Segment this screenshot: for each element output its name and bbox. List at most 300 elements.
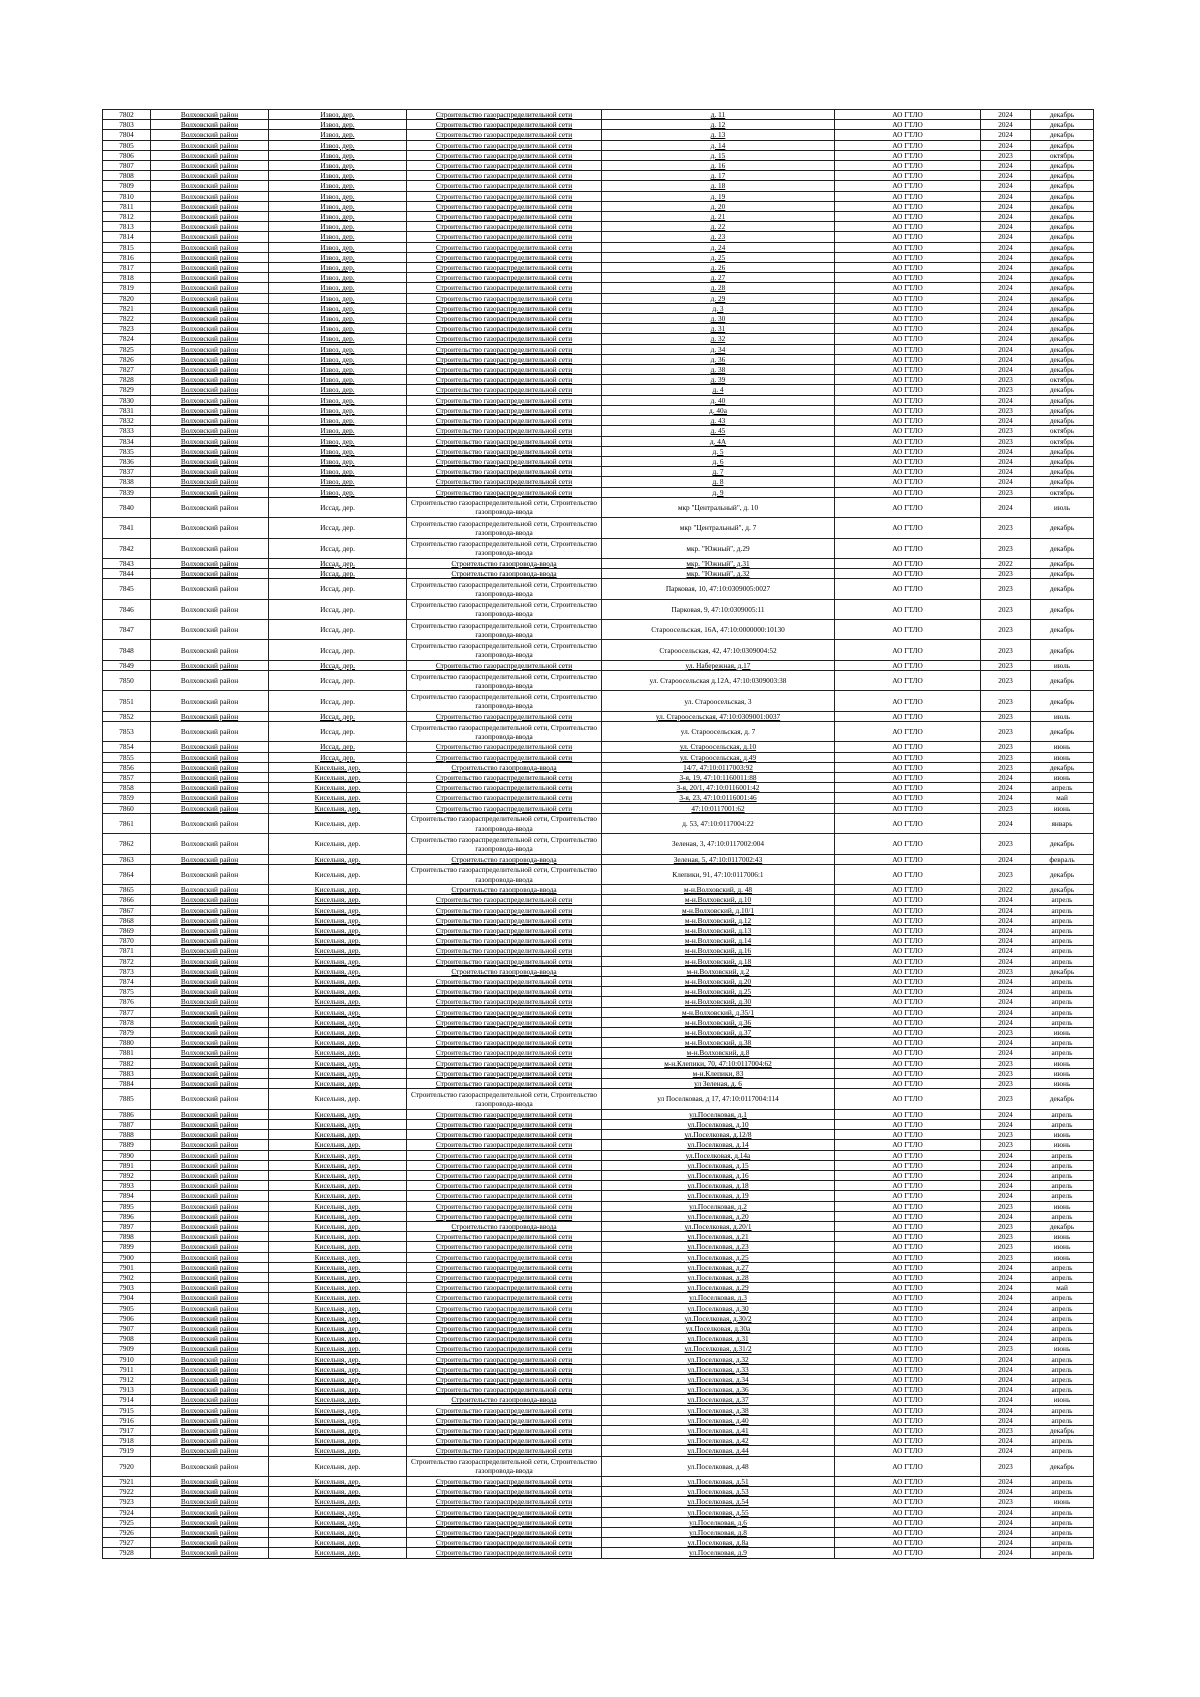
month-cell: декабрь xyxy=(1031,130,1094,140)
district-cell: Волховский район xyxy=(151,467,269,477)
year-cell: 2024 xyxy=(981,987,1031,997)
settlement-cell: Извоз, дер. xyxy=(269,120,407,130)
month-cell: апрель xyxy=(1031,1415,1094,1425)
work-type-cell: Строительство газораспределительной сети, Строительство газопровода-ввода xyxy=(407,1089,602,1109)
table-row xyxy=(103,742,1094,752)
district-cell: Волховский район xyxy=(151,150,269,160)
address-cell: ул.Поселковая, д.53 xyxy=(602,1487,835,1497)
table-row xyxy=(103,762,1094,772)
address-cell: ул.Поселковая, д.1 xyxy=(602,1109,835,1119)
month-cell: декабрь xyxy=(1031,722,1094,742)
month-cell: декабрь xyxy=(1031,273,1094,283)
settlement-cell: Кисельня, дер. xyxy=(269,1313,407,1323)
year-cell: 2024 xyxy=(981,467,1031,477)
contractor-cell: АО ГТЛО xyxy=(835,212,981,222)
settlement-cell: Кисельня, дер. xyxy=(269,803,407,813)
table-row xyxy=(103,1232,1094,1242)
month-cell: июнь xyxy=(1031,1028,1094,1038)
address-cell: ул. Староосельская, д.10 xyxy=(602,742,835,752)
work-type-cell: Строительство газораспределительной сети xyxy=(407,467,602,477)
month-cell: декабрь xyxy=(1031,201,1094,211)
address-cell: д. 30 xyxy=(602,314,835,324)
year-cell: 2024 xyxy=(981,130,1031,140)
month-cell: декабрь xyxy=(1031,242,1094,252)
row-number-cell: 7859 xyxy=(103,793,151,803)
row-number-cell: 7899 xyxy=(103,1242,151,1252)
contractor-cell: АО ГТЛО xyxy=(835,660,981,670)
address-cell: ул. Староосельская, 3 xyxy=(602,691,835,711)
settlement-cell: Кисельня, дер. xyxy=(269,1221,407,1231)
contractor-cell: АО ГТЛО xyxy=(835,1017,981,1027)
settlement-cell: Извоз, дер. xyxy=(269,416,407,426)
work-type-cell: Строительство газораспределительной сети xyxy=(407,773,602,783)
settlement-cell: Кисельня, дер. xyxy=(269,1140,407,1150)
table-row xyxy=(103,1415,1094,1425)
district-cell: Волховский район xyxy=(151,1487,269,1497)
work-type-cell: Строительство газораспределительной сети xyxy=(407,283,602,293)
table-row xyxy=(103,436,1094,446)
work-type-cell: Строительство газораспределительной сети xyxy=(407,660,602,670)
table-row xyxy=(103,334,1094,344)
settlement-cell: Кисельня, дер. xyxy=(269,1089,407,1109)
contractor-cell: АО ГТЛО xyxy=(835,273,981,283)
row-number-cell: 7890 xyxy=(103,1150,151,1160)
row-number-cell: 7912 xyxy=(103,1374,151,1384)
row-number-cell: 7832 xyxy=(103,416,151,426)
work-type-cell: Строительство газораспределительной сети xyxy=(407,1211,602,1221)
month-cell: июнь xyxy=(1031,1252,1094,1262)
row-number-cell: 7889 xyxy=(103,1140,151,1150)
settlement-cell: Кисельня, дер. xyxy=(269,1507,407,1517)
month-cell: апрель xyxy=(1031,1313,1094,1323)
table-row xyxy=(103,385,1094,395)
settlement-cell: Иссад, дер. xyxy=(269,711,407,721)
table-row xyxy=(103,1028,1094,1038)
table-row xyxy=(103,711,1094,721)
contractor-cell: АО ГТЛО xyxy=(835,1038,981,1048)
district-cell: Волховский район xyxy=(151,1548,269,1558)
table-row xyxy=(103,1446,1094,1456)
table-row xyxy=(103,579,1094,599)
contractor-cell: АО ГТЛО xyxy=(835,344,981,354)
year-cell: 2024 xyxy=(981,1374,1031,1384)
settlement-cell: Извоз, дер. xyxy=(269,395,407,405)
row-number-cell: 7848 xyxy=(103,640,151,660)
year-cell: 2024 xyxy=(981,1364,1031,1374)
month-cell: апрель xyxy=(1031,1405,1094,1415)
year-cell: 2023 xyxy=(981,742,1031,752)
row-number-cell: 7917 xyxy=(103,1425,151,1435)
table-row xyxy=(103,232,1094,242)
work-type-cell: Строительство газораспределительной сети xyxy=(407,1344,602,1354)
address-cell: ул. Староосельская, д.49 xyxy=(602,752,835,762)
month-cell: декабрь xyxy=(1031,385,1094,395)
contractor-cell: АО ГТЛО xyxy=(835,446,981,456)
address-cell: ул.Поселковая, д.34 xyxy=(602,1374,835,1384)
year-cell: 2024 xyxy=(981,456,1031,466)
district-cell: Волховский район xyxy=(151,436,269,446)
settlement-cell: Кисельня, дер. xyxy=(269,1262,407,1272)
address-cell: д. 20 xyxy=(602,201,835,211)
contractor-cell: АО ГТЛО xyxy=(835,742,981,752)
district-cell: Волховский район xyxy=(151,1048,269,1058)
work-type-cell: Строительство газораспределительной сети xyxy=(407,263,602,273)
work-type-cell: Строительство газораспределительной сети xyxy=(407,171,602,181)
row-number-cell: 7901 xyxy=(103,1262,151,1272)
contractor-cell: АО ГТЛО xyxy=(835,467,981,477)
address-cell: д. 25 xyxy=(602,252,835,262)
row-number-cell: 7906 xyxy=(103,1313,151,1323)
contractor-cell: АО ГТЛО xyxy=(835,334,981,344)
year-cell: 2023 xyxy=(981,1130,1031,1140)
work-type-cell: Строительство газораспределительной сети xyxy=(407,752,602,762)
settlement-cell: Извоз, дер. xyxy=(269,344,407,354)
year-cell: 2023 xyxy=(981,966,1031,976)
settlement-cell: Иссад, дер. xyxy=(269,752,407,762)
district-cell: Волховский район xyxy=(151,1456,269,1476)
contractor-cell: АО ГТЛО xyxy=(835,477,981,487)
contractor-cell: АО ГТЛО xyxy=(835,620,981,640)
work-type-cell: Строительство газопровода-ввода xyxy=(407,762,602,772)
district-cell: Волховский район xyxy=(151,1415,269,1425)
month-cell: октябрь xyxy=(1031,436,1094,446)
month-cell: декабрь xyxy=(1031,232,1094,242)
district-cell: Волховский район xyxy=(151,1385,269,1395)
month-cell: декабрь xyxy=(1031,762,1094,772)
row-number-cell: 7915 xyxy=(103,1405,151,1415)
contractor-cell: АО ГТЛО xyxy=(835,120,981,130)
address-cell: м-н.Волховский, д.25 xyxy=(602,987,835,997)
table-row xyxy=(103,497,1094,517)
contractor-cell: АО ГТЛО xyxy=(835,936,981,946)
month-cell: декабрь xyxy=(1031,1425,1094,1435)
district-cell: Волховский район xyxy=(151,773,269,783)
month-cell: декабрь xyxy=(1031,1089,1094,1109)
month-cell: апрель xyxy=(1031,783,1094,793)
row-number-cell: 7852 xyxy=(103,711,151,721)
row-number-cell: 7928 xyxy=(103,1548,151,1558)
year-cell: 2023 xyxy=(981,803,1031,813)
row-number-cell: 7837 xyxy=(103,467,151,477)
work-type-cell: Строительство газораспределительной сети xyxy=(407,150,602,160)
district-cell: Волховский район xyxy=(151,1028,269,1038)
table-row xyxy=(103,1201,1094,1211)
table-row xyxy=(103,252,1094,262)
district-cell: Волховский район xyxy=(151,1170,269,1180)
address-cell: м-н.Волховский, д.30 xyxy=(602,997,835,1007)
month-cell: декабрь xyxy=(1031,599,1094,619)
settlement-cell: Кисельня, дер. xyxy=(269,1415,407,1425)
address-cell: ул.Поселковая, д.2 xyxy=(602,1201,835,1211)
year-cell: 2024 xyxy=(981,946,1031,956)
district-cell: Волховский район xyxy=(151,722,269,742)
row-number-cell: 7910 xyxy=(103,1354,151,1364)
settlement-cell: Кисельня, дер. xyxy=(269,1181,407,1191)
row-number-cell: 7866 xyxy=(103,895,151,905)
row-number-cell: 7817 xyxy=(103,263,151,273)
work-type-cell: Строительство газораспределительной сети xyxy=(407,1507,602,1517)
row-number-cell: 7805 xyxy=(103,140,151,150)
settlement-cell: Извоз, дер. xyxy=(269,334,407,344)
table-row xyxy=(103,1109,1094,1119)
month-cell: декабрь xyxy=(1031,834,1094,854)
row-number-cell: 7811 xyxy=(103,201,151,211)
address-cell: ул.Поселковая, д.20/1 xyxy=(602,1221,835,1231)
month-cell: июнь xyxy=(1031,1079,1094,1089)
table-row xyxy=(103,1262,1094,1272)
work-type-cell: Строительство газораспределительной сети xyxy=(407,977,602,987)
month-cell: апрель xyxy=(1031,1517,1094,1527)
district-cell: Волховский район xyxy=(151,977,269,987)
table-row xyxy=(103,140,1094,150)
year-cell: 2023 xyxy=(981,1232,1031,1242)
row-number-cell: 7898 xyxy=(103,1232,151,1242)
address-cell: д. 22 xyxy=(602,222,835,232)
district-cell: Волховский район xyxy=(151,834,269,854)
work-type-cell: Строительство газораспределительной сети xyxy=(407,1150,602,1160)
contractor-cell: АО ГТЛО xyxy=(835,1323,981,1333)
month-cell: апрель xyxy=(1031,1487,1094,1497)
year-cell: 2023 xyxy=(981,752,1031,762)
address-cell: ул.Поселковая, д.27 xyxy=(602,1262,835,1272)
district-cell: Волховский район xyxy=(151,518,269,538)
address-cell: 14/7, 47:10:0117003:92 xyxy=(602,762,835,772)
work-type-cell: Строительство газораспределительной сети xyxy=(407,436,602,446)
district-cell: Волховский район xyxy=(151,793,269,803)
work-type-cell: Строительство газораспределительной сети, Строительство газопровода-ввода xyxy=(407,599,602,619)
contractor-cell: АО ГТЛО xyxy=(835,191,981,201)
month-cell: июнь xyxy=(1031,803,1094,813)
table-row xyxy=(103,263,1094,273)
address-cell: ул.Поселковая, д.3 xyxy=(602,1293,835,1303)
contractor-cell: АО ГТЛО xyxy=(835,1242,981,1252)
district-cell: Волховский район xyxy=(151,130,269,140)
year-cell: 2024 xyxy=(981,1405,1031,1415)
month-cell: июнь xyxy=(1031,752,1094,762)
table-row xyxy=(103,783,1094,793)
address-cell: ул.Поселковая, д.16 xyxy=(602,1170,835,1180)
table-row xyxy=(103,1334,1094,1344)
row-number-cell: 7880 xyxy=(103,1038,151,1048)
address-cell: д. 18 xyxy=(602,181,835,191)
address-cell: д. 4 xyxy=(602,385,835,395)
settlement-cell: Извоз, дер. xyxy=(269,405,407,415)
year-cell: 2024 xyxy=(981,416,1031,426)
table-row xyxy=(103,375,1094,385)
settlement-cell: Иссад, дер. xyxy=(269,671,407,691)
table-row xyxy=(103,1293,1094,1303)
work-type-cell: Строительство газораспределительной сети xyxy=(407,1109,602,1119)
address-cell: м-н.Волховский, д.16 xyxy=(602,946,835,956)
row-number-cell: 7894 xyxy=(103,1191,151,1201)
contractor-cell: АО ГТЛО xyxy=(835,1272,981,1282)
table-row xyxy=(103,987,1094,997)
month-cell: декабрь xyxy=(1031,538,1094,558)
address-cell: м-н.Волховский, д.12 xyxy=(602,915,835,925)
district-cell: Волховский район xyxy=(151,997,269,1007)
address-cell: ул.Поселковая, д.12/8 xyxy=(602,1130,835,1140)
work-type-cell: Строительство газораспределительной сети xyxy=(407,1140,602,1150)
row-number-cell: 7846 xyxy=(103,599,151,619)
address-cell: Клепики, 91, 47:10:0117006:1 xyxy=(602,864,835,884)
month-cell: октябрь xyxy=(1031,150,1094,160)
settlement-cell: Извоз, дер. xyxy=(269,303,407,313)
month-cell: декабрь xyxy=(1031,191,1094,201)
table-row xyxy=(103,283,1094,293)
year-cell: 2023 xyxy=(981,436,1031,446)
district-cell: Волховский район xyxy=(151,1150,269,1160)
work-type-cell: Строительство газораспределительной сети xyxy=(407,293,602,303)
year-cell: 2023 xyxy=(981,1140,1031,1150)
row-number-cell: 7888 xyxy=(103,1130,151,1140)
month-cell: апрель xyxy=(1031,1507,1094,1517)
table-row xyxy=(103,1150,1094,1160)
work-type-cell: Строительство газораспределительной сети xyxy=(407,956,602,966)
work-type-cell: Строительство газораспределительной сети, Строительство газопровода-ввода xyxy=(407,722,602,742)
table-row xyxy=(103,1181,1094,1191)
year-cell: 2024 xyxy=(981,1007,1031,1017)
work-type-cell: Строительство газораспределительной сети xyxy=(407,936,602,946)
table-row xyxy=(103,1405,1094,1415)
address-cell: м-н.Волховский, д.38 xyxy=(602,1038,835,1048)
contractor-cell: АО ГТЛО xyxy=(835,1436,981,1446)
month-cell: декабрь xyxy=(1031,579,1094,599)
district-cell: Волховский район xyxy=(151,538,269,558)
row-number-cell: 7926 xyxy=(103,1528,151,1538)
settlement-cell: Иссад, дер. xyxy=(269,691,407,711)
address-cell: 47:10:0117001:62 xyxy=(602,803,835,813)
year-cell: 2024 xyxy=(981,1436,1031,1446)
district-cell: Волховский район xyxy=(151,232,269,242)
district-cell: Волховский район xyxy=(151,640,269,660)
contractor-cell: АО ГТЛО xyxy=(835,1497,981,1507)
work-type-cell: Строительство газораспределительной сети xyxy=(407,1028,602,1038)
settlement-cell: Кисельня, дер. xyxy=(269,1303,407,1313)
settlement-cell: Кисельня, дер. xyxy=(269,987,407,997)
month-cell: апрель xyxy=(1031,1048,1094,1058)
year-cell: 2024 xyxy=(981,1528,1031,1538)
table-row xyxy=(103,1007,1094,1017)
table-row xyxy=(103,1140,1094,1150)
work-type-cell: Строительство газораспределительной сети xyxy=(407,1272,602,1282)
settlement-cell: Кисельня, дер. xyxy=(269,1211,407,1221)
settlement-cell: Кисельня, дер. xyxy=(269,895,407,905)
table-row xyxy=(103,1497,1094,1507)
month-cell: апрель xyxy=(1031,1293,1094,1303)
year-cell: 2023 xyxy=(981,1221,1031,1231)
month-cell: апрель xyxy=(1031,1303,1094,1313)
settlement-cell: Кисельня, дер. xyxy=(269,1191,407,1201)
address-cell: м-н.Волховский, д.13 xyxy=(602,926,835,936)
contractor-cell: АО ГТЛО xyxy=(835,1425,981,1435)
settlement-cell: Извоз, дер. xyxy=(269,324,407,334)
work-type-cell: Строительство газораспределительной сети xyxy=(407,456,602,466)
month-cell: июнь xyxy=(1031,1232,1094,1242)
district-cell: Волховский район xyxy=(151,303,269,313)
table-row xyxy=(103,977,1094,987)
address-cell: м-н.Волховский, д.18 xyxy=(602,956,835,966)
work-type-cell: Строительство газораспределительной сети xyxy=(407,1170,602,1180)
year-cell: 2024 xyxy=(981,334,1031,344)
contractor-cell: АО ГТЛО xyxy=(835,1262,981,1272)
month-cell: декабрь xyxy=(1031,212,1094,222)
work-type-cell: Строительство газопровода-ввода xyxy=(407,569,602,579)
month-cell: апрель xyxy=(1031,1160,1094,1170)
address-cell: д. 45 xyxy=(602,426,835,436)
settlement-cell: Извоз, дер. xyxy=(269,467,407,477)
month-cell: декабрь xyxy=(1031,640,1094,660)
month-cell: декабрь xyxy=(1031,181,1094,191)
contractor-cell: АО ГТЛО xyxy=(835,283,981,293)
work-type-cell: Строительство газораспределительной сети xyxy=(407,1048,602,1058)
contractor-cell: АО ГТЛО xyxy=(835,773,981,783)
table-row xyxy=(103,640,1094,660)
district-cell: Волховский район xyxy=(151,671,269,691)
month-cell: январь xyxy=(1031,813,1094,833)
year-cell: 2024 xyxy=(981,273,1031,283)
month-cell: декабрь xyxy=(1031,293,1094,303)
year-cell: 2024 xyxy=(981,1385,1031,1395)
contractor-cell: АО ГТЛО xyxy=(835,293,981,303)
table-row xyxy=(103,864,1094,884)
work-type-cell: Строительство газораспределительной сети xyxy=(407,803,602,813)
year-cell: 2024 xyxy=(981,997,1031,1007)
month-cell: декабрь xyxy=(1031,467,1094,477)
district-cell: Волховский район xyxy=(151,314,269,324)
settlement-cell: Извоз, дер. xyxy=(269,487,407,497)
table-row xyxy=(103,854,1094,864)
table-row xyxy=(103,1344,1094,1354)
contractor-cell: АО ГТЛО xyxy=(835,1181,981,1191)
row-number-cell: 7854 xyxy=(103,742,151,752)
settlement-cell: Извоз, дер. xyxy=(269,110,407,120)
year-cell: 2023 xyxy=(981,579,1031,599)
settlement-cell: Кисельня, дер. xyxy=(269,1160,407,1170)
district-cell: Волховский район xyxy=(151,1497,269,1507)
month-cell: апрель xyxy=(1031,946,1094,956)
table-row xyxy=(103,752,1094,762)
table-row xyxy=(103,722,1094,742)
row-number-cell: 7921 xyxy=(103,1476,151,1486)
table-row xyxy=(103,487,1094,497)
settlement-cell: Кисельня, дер. xyxy=(269,946,407,956)
district-cell: Волховский район xyxy=(151,1262,269,1272)
month-cell: декабрь xyxy=(1031,966,1094,976)
district-cell: Волховский район xyxy=(151,1242,269,1252)
district-cell: Волховский район xyxy=(151,1068,269,1078)
year-cell: 2024 xyxy=(981,161,1031,171)
work-type-cell: Строительство газораспределительной сети xyxy=(407,1191,602,1201)
year-cell: 2024 xyxy=(981,1354,1031,1364)
row-number-cell: 7836 xyxy=(103,456,151,466)
work-type-cell: Строительство газораспределительной сети xyxy=(407,1079,602,1089)
year-cell: 2024 xyxy=(981,793,1031,803)
address-cell: д. 8 xyxy=(602,477,835,487)
month-cell: июнь xyxy=(1031,773,1094,783)
month-cell: апрель xyxy=(1031,1548,1094,1558)
row-number-cell: 7819 xyxy=(103,283,151,293)
district-cell: Волховский район xyxy=(151,395,269,405)
work-type-cell: Строительство газораспределительной сети xyxy=(407,1058,602,1068)
year-cell: 2024 xyxy=(981,977,1031,987)
district-cell: Волховский район xyxy=(151,711,269,721)
district-cell: Волховский район xyxy=(151,1201,269,1211)
table-row xyxy=(103,1038,1094,1048)
month-cell: июнь xyxy=(1031,1344,1094,1354)
table-row xyxy=(103,1191,1094,1201)
year-cell: 2023 xyxy=(981,518,1031,538)
settlement-cell: Кисельня, дер. xyxy=(269,1354,407,1364)
